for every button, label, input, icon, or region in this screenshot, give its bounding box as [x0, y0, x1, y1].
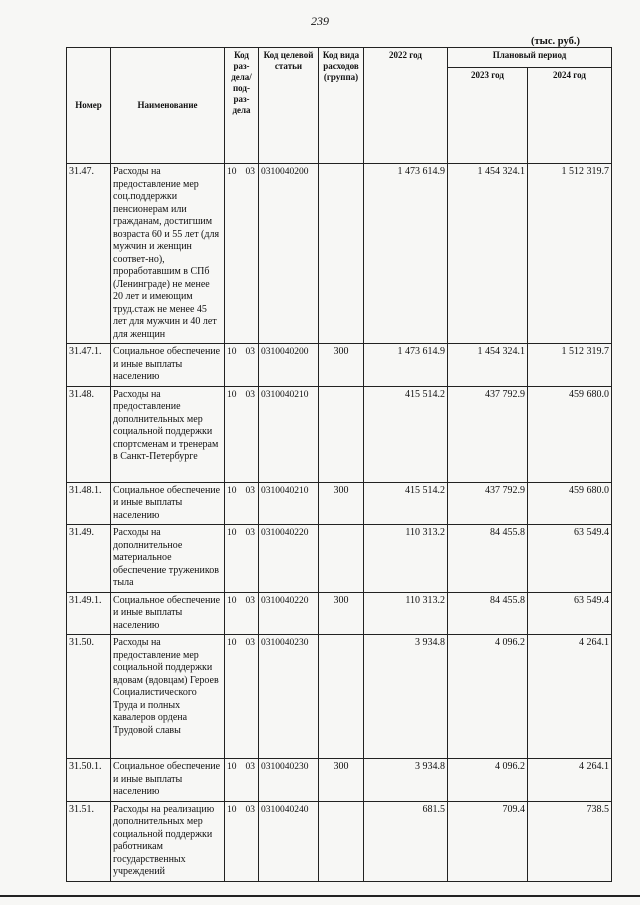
- row-value-2024: 1 512 319.7: [528, 164, 612, 344]
- row-value-2023: 84 455.8: [448, 592, 528, 635]
- row-number: 31.49.: [67, 525, 111, 593]
- header-2024: 2024 год: [528, 68, 612, 164]
- row-section: 10: [227, 638, 237, 648]
- header-name: Наименование: [111, 48, 225, 164]
- row-subsection: 03: [245, 389, 255, 400]
- row-subsection: 03: [245, 762, 255, 772]
- row-value-2024: 1 512 319.7: [528, 344, 612, 387]
- row-section: 10: [227, 347, 237, 357]
- row-section-code: [225, 592, 259, 635]
- row-name: Расходы на предоставление мер соц.поддержки пенсионерам или гражданам, достигшим возраста 60 и 55 лет (для мужчин и женщин соответ-но), проработавшим в СПб (Ленинграде) не менее 20 лет и имеющим труд.стаж не менее 45 лет для мужчин и 40 лет для женщин: [111, 164, 225, 344]
- row-value-2022: 110 313.2: [364, 592, 448, 635]
- row-value-2022: 1 473 614.9: [364, 164, 448, 344]
- table-row: [67, 525, 612, 593]
- row-value-2022: 110 313.2: [364, 525, 448, 593]
- row-value-2022: 681.5: [364, 801, 448, 881]
- row-expense-type: 300: [319, 482, 364, 525]
- row-section: 10: [227, 804, 237, 815]
- row-expense-type: 300: [319, 592, 364, 635]
- row-name: Социальное обеспечение и иные выплаты населению: [111, 344, 225, 387]
- table-row: [67, 482, 612, 525]
- row-target-code: 0310040240: [259, 801, 319, 881]
- row-subsection: 03: [245, 485, 255, 496]
- row-section-code: [225, 344, 259, 387]
- table-row: [67, 164, 612, 344]
- page-number: 239: [311, 14, 329, 28]
- row-value-2024: 459 680.0: [528, 482, 612, 525]
- row-number: 31.50.1.: [67, 759, 111, 802]
- row-name: Расходы на предоставление дополнительных мер социальной поддержки спортсменам и тренерам в Санкт-Петербурге: [111, 386, 225, 482]
- row-number: 31.47.: [67, 164, 111, 344]
- table-body: [67, 164, 612, 882]
- budget-table: [66, 47, 612, 882]
- table-row: [67, 344, 612, 387]
- row-value-2022: 3 934.8: [364, 635, 448, 759]
- row-name: Расходы на реализацию дополнительных мер социальной поддержки работникам государственных учреждений: [111, 801, 225, 881]
- row-name: Социальное обеспечение и иные выплаты населению: [111, 482, 225, 525]
- row-expense-type: 300: [319, 759, 364, 802]
- row-expense-type: [319, 164, 364, 344]
- row-value-2023: 1 454 324.1: [448, 344, 528, 387]
- row-target-code: 0310040230: [259, 759, 319, 802]
- row-section: 10: [227, 485, 237, 496]
- row-section-code: [225, 164, 259, 344]
- header-number: Номер: [67, 48, 111, 164]
- row-value-2024: 738.5: [528, 801, 612, 881]
- row-expense-type: [319, 635, 364, 759]
- row-name: Социальное обеспечение и иные выплаты населению: [111, 759, 225, 802]
- row-value-2024: 459 680.0: [528, 386, 612, 482]
- row-section-code: [225, 482, 259, 525]
- row-number: 31.48.: [67, 386, 111, 482]
- row-number: 31.47.1.: [67, 344, 111, 387]
- row-subsection: 03: [245, 804, 255, 815]
- row-value-2022: 3 934.8: [364, 759, 448, 802]
- row-number: 31.48.1.: [67, 482, 111, 525]
- row-subsection: 03: [245, 528, 255, 538]
- row-value-2023: 437 792.9: [448, 482, 528, 525]
- row-name: Расходы на предоставление мер социальной поддержки вдовам (вдовцам) Героев Социалистического Труда и полных кавалеров ордена Трудовой славы: [111, 635, 225, 759]
- row-section-code: [225, 525, 259, 593]
- row-section: 10: [227, 595, 237, 606]
- row-value-2022: 1 473 614.9: [364, 344, 448, 387]
- row-section-code: [225, 635, 259, 759]
- row-expense-type: [319, 525, 364, 593]
- row-value-2024: 63 549.4: [528, 525, 612, 593]
- table-row: [67, 592, 612, 635]
- table-row: [67, 759, 612, 802]
- row-value-2024: 4 264.1: [528, 759, 612, 802]
- row-value-2022: 415 514.2: [364, 482, 448, 525]
- row-number: 31.50.: [67, 635, 111, 759]
- row-target-code: 0310040220: [259, 525, 319, 593]
- row-subsection: 03: [245, 167, 255, 177]
- row-value-2023: 1 454 324.1: [448, 164, 528, 344]
- page-bottom-rule: [0, 895, 640, 897]
- row-name: Расходы на дополнительное материальное обеспечение тружеников тыла: [111, 525, 225, 593]
- row-section-code: [225, 801, 259, 881]
- units-label: (тыс. руб.): [531, 36, 580, 47]
- row-section-code: [225, 386, 259, 482]
- row-value-2024: 4 264.1: [528, 635, 612, 759]
- table-row: [67, 386, 612, 482]
- row-subsection: 03: [245, 595, 255, 606]
- table-row: [67, 635, 612, 759]
- header-target: Код целевой статьи: [259, 48, 319, 164]
- row-value-2023: 4 096.2: [448, 759, 528, 802]
- row-subsection: 03: [245, 347, 255, 357]
- row-target-code: 0310040230: [259, 635, 319, 759]
- header-2022: 2022 год: [364, 48, 448, 164]
- row-value-2022: 415 514.2: [364, 386, 448, 482]
- row-name: Социальное обеспечение и иные выплаты населению: [111, 592, 225, 635]
- row-value-2023: 4 096.2: [448, 635, 528, 759]
- row-section-code: [225, 759, 259, 802]
- row-section: 10: [227, 167, 237, 177]
- row-subsection: 03: [245, 638, 255, 648]
- row-value-2024: 63 549.4: [528, 592, 612, 635]
- row-target-code: 0310040200: [259, 344, 319, 387]
- header-planned-period: Плановый период: [448, 48, 612, 68]
- row-section: 10: [227, 389, 237, 400]
- row-target-code: 0310040210: [259, 482, 319, 525]
- row-value-2023: 709.4: [448, 801, 528, 881]
- row-target-code: 0310040210: [259, 386, 319, 482]
- header-section: Код раз-дела/ под-раз-дела: [225, 48, 259, 164]
- row-number: 31.49.1.: [67, 592, 111, 635]
- row-expense-type: [319, 801, 364, 881]
- row-target-code: 0310040200: [259, 164, 319, 344]
- row-target-code: 0310040220: [259, 592, 319, 635]
- row-section: 10: [227, 762, 237, 772]
- row-expense-type: [319, 386, 364, 482]
- table-row: [67, 801, 612, 881]
- row-section: 10: [227, 528, 237, 538]
- row-value-2023: 437 792.9: [448, 386, 528, 482]
- row-number: 31.51.: [67, 801, 111, 881]
- header-2023: 2023 год: [448, 68, 528, 164]
- row-value-2023: 84 455.8: [448, 525, 528, 593]
- row-expense-type: 300: [319, 344, 364, 387]
- header-expense-type: Код вида расходов (группа): [319, 48, 364, 164]
